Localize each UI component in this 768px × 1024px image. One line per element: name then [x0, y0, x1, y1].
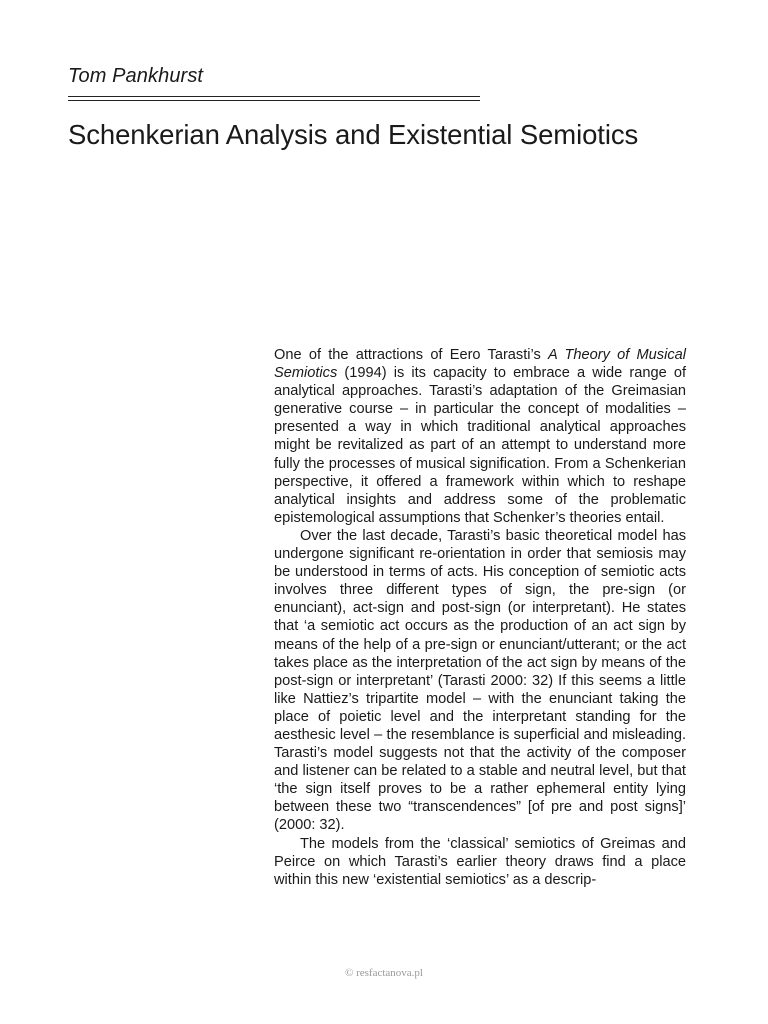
article-title: Schenkerian Analysis and Existential Semiotics — [68, 119, 639, 150]
title-rule-top — [68, 96, 480, 97]
article-body — [274, 346, 686, 889]
book-title-italic: A Theory of Musical Semiotics — [274, 347, 686, 382]
paragraph-2: Over the last decade, Tarasti’s basic theoretical model has undergone significant re-orientation in order that semiosis may be understood in terms of acts. His conception of semiotic acts involves three different types of sign, the pre-sign (or enunciant), act-sign and post-sign (or interpretant). He states that ‘a semiotic act occurs as the production of an act sign by means of the help of a pre-sign or enunciant/utterant; or the act takes place as the interpretation of the act sign by means of the post-sign or interpretant’ (Tarasti 2000: 32) If this seems a little like Nattiez’s tripartite model – with the enunciant taking the place of poietic level and the interpretant standing for the aesthesic level – the resemblance is superficial and misleading. Tarasti’s model suggests not that the activity of the composer and listener can be related to a stable and neutral level, but that ‘the sign itself proves to be a rather ephemeral entity lying between these two “transcendences” [of pre and post signs]’ (2000: 32). — [274, 527, 686, 834]
author-name: Tom Pankhurst — [68, 65, 204, 87]
paragraph-1-text-c: (1994) is its capacity to embrace a wide range of analytical approaches. Tarasti’s adaptation of the Greimasian generative course – in particular the concept of modalities – presented a way in which traditional analytical approaches might be revitalized as part of an attempt to understand more fully the processes of musical signification. From a Schenkerian perspective, it offered a framework within which to reshape analytical insights and address some of the problematic epistemological assumptions that Schenker’s theories entail. — [274, 365, 686, 526]
title-rule-bottom — [68, 100, 480, 101]
copyright-footer: © resfactanova.pl — [345, 967, 423, 979]
paragraph-1 — [274, 346, 686, 527]
paragraph-1-text-a: One of the attractions of Eero Tarasti’s — [274, 347, 549, 363]
paragraph-3: The models from the ‘classical’ semiotics of Greimas and Peirce on which Tarasti’s earlier theory draws find a place within this new ‘existential semiotics’ as a descrip- — [274, 835, 686, 888]
